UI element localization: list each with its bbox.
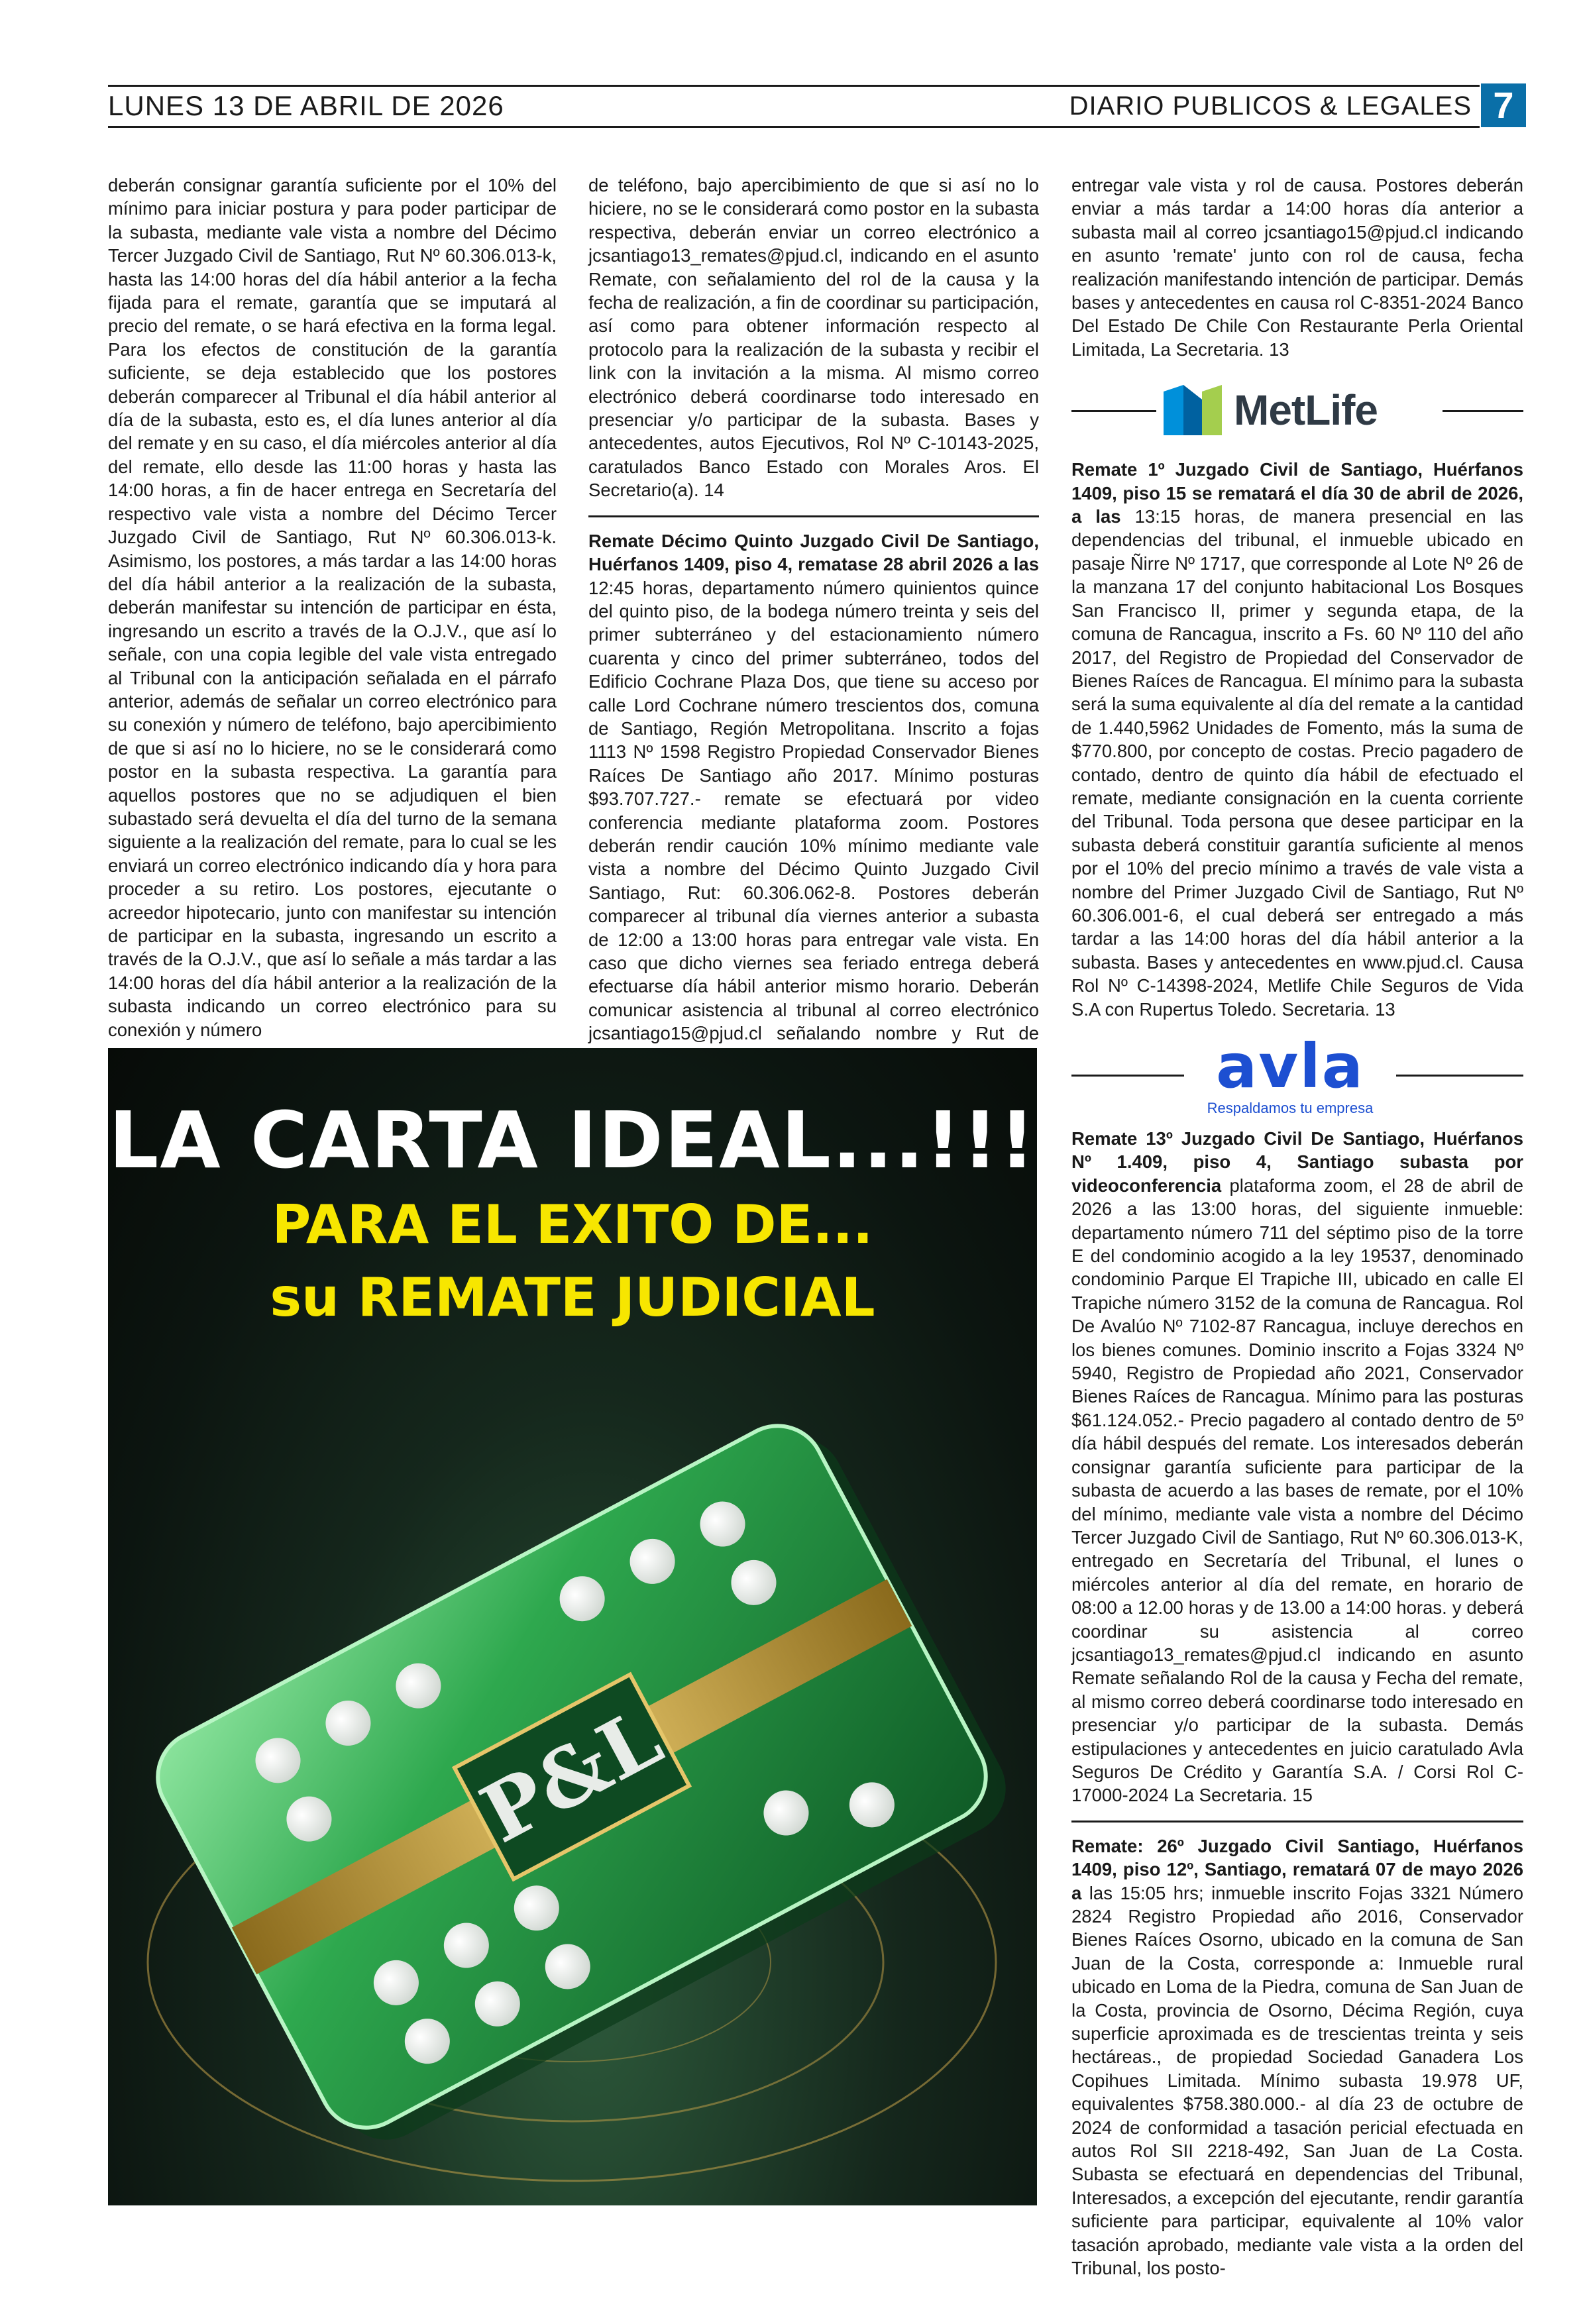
column-2 [588, 174, 1039, 1069]
metlife-m-icon [1161, 380, 1225, 441]
metlife-logo-block [1071, 378, 1523, 442]
domino-tile [142, 1404, 1022, 2161]
header-bottom-rule [108, 126, 1480, 128]
logo-rule-left [1071, 410, 1156, 412]
notice-lead: Remate 1º Juzgado Civil de Santiago, Huérfanos 1409, piso 15 se rematará el día 30 de abril de 2026, a las [1071, 459, 1523, 527]
notice-continuation-text: deberán consignar garantía suficiente por el 10% del mínimo para iniciar postura y para poder participar de la subasta, mediante vale vista a nombre del Décimo Tercer Juzgado Civil de Santiago, Rut Nº 60.306.013-k, hasta las 14:00 horas del día hábil anterior a la fecha fijada para el remate, garantía que se imputará al precio del remate, o se hará efectiva en la forma legal. Para los efectos de constitución de la garantía suficiente, se deja establecido que los postores deberán comparecer al Tribunal el día hábil anterior al día de la subasta, esto es, el día lunes anterior al día del remate y en su caso, el día miércoles anterior al día del remate, ello desde las 11:00 horas y hasta las 14:00 horas, a fin de hacer entrega en Secretaría del respectivo vale vista a nombre del Décimo Tercer Juzgado Civil de Santiago, Rut Nº 60.306.013-k. Asimismo, los postores, a más tardar a las 14:00 horas del día hábil anterior a la realización de la subasta, deberán manifestar su intención de participar en ésta, ingresando un escrito a través de la O.J.V., que así lo señale, con una copia legible del vale vista entregado al Tribunal con la anticipación señalada en el párrafo anterior, además de señalar un correo electrónico para su conexión y número de teléfono, bajo apercibimiento de que si así no lo hiciere, no se le considerará como postor en la subasta respectiva. La garantía para aquellos postores que no se adjudiquen el bien subastado será devuelta el día del turno de la semana siguiente a la realización del remate, para lo cual se les enviará un correo electrónico indicando día y hora para proceder a su retiro. Los postores, ejecutante o acreedor hipotecario, junto con manifestar su intención de participar en la subasta, ingresando un escrito a través de la O.J.V., que así lo señale a más tardar a las 14:00 horas del día hábil anterior a la realización de la subasta indicando un correo electrónico para su conexión y número [108, 175, 557, 1040]
advertisement-banner [108, 1048, 1037, 2205]
notice-body: 13:15 horas, de manera presencial en las dependencias del tribunal, el inmueble ubicado en pasaje Ñirre Nº 1717, que corresponde al Lote Nº 26 de la manzana 17 del conjunto habitacional Los Bosques San Francisco II, primer y segunda etapa, de la comuna de Rancagua, inscrito a Fs. 60 Nº 110 del año 2017, del Registro de Propiedad del Conservador de Bienes Raíces de Rancagua. El mínimo para la subasta será la suma equivalente al día del remate a la cantidad de 1.440,5962 Unidades de Fomento, más la suma de $770.800, por concepto de costas. Precio pagadero de contado, dentro de quinto día hábil de efectuado el remate, mediante consignación en la cuenta corriente del Tribunal. Toda persona que desee participar en la subasta deberá constituir garantía suficiente al menos por el 10% del precio mínimo a través de vale vista a nombre del Primer Juzgado Civil de Santiago, Rut Nº 60.306.001-6, el cual deberá ser entregado a más tardar a las 14:00 horas del día hábil anterior a la subasta. Bases y antecedentes en www.pjud.cl. Causa Rol Nº C-14398-2024, Metlife Chile Seguros de Vida S.A con Rupertus Toledo. Secretaria. 13 [1071, 506, 1523, 1020]
column-3 [1071, 174, 1523, 2280]
logo-rule-left [1071, 1075, 1184, 1077]
ad-subheadline-1: PARA EL EXITO DE... [272, 1194, 873, 1255]
publication-name: DIARIO PUBLICOS & LEGALES [1069, 91, 1472, 121]
page-header [108, 83, 1526, 127]
notice-lead: Remate: 26º Juzgado Civil Santiago, Huérfanos 1409, piso 12º, Santiago, rematará 07 de mayo 2026 a [1071, 1835, 1523, 1903]
notice-continuation-text: entregar vale vista y rol de causa. Postores deberán enviar a más tardar a 14:00 horas día anterior a subasta mail al correo jcsantiago15@pjud.cl indicando en asunto 'remate' junto con rol de causa, fecha realización manifestando intención de participar. Demás bases y antecedentes en causa rol C-8351-2024 Banco Del Estado De Chile Con Restaurante Perla Oriental Limitada, La Secretaria. 13 [1071, 175, 1523, 360]
ad-subheadline-2: su REMATE JUDICIAL [270, 1267, 875, 1328]
notice-lead: Remate 13º Juzgado Civil De Santiago, Huérfanos Nº 1.409, piso 4, Santiago subasta por videoconferencia [1071, 1128, 1523, 1196]
notice-body: las 15:05 hrs; inmueble inscrito Fojas 3321 Número 2824 Registro Propiedad año 2016, Conservador Bienes Raíces Osorno, ubicado en la comuna de San Juan de la Costa, corresponde a: Inmueble rural ubicado en Loma de la Piedra, comuna de San Juan de la Costa, provincia de Osorno, Décima Región, cuya superficie aproximada es de trescientas treinta y seis hectáreas., de propiedad Sociedad Ganadera Los Copihues Limitada. Mínimo subasta 19.978 UF, equivalentes $758.380.000.- al día 23 de octubre de 2024 de conformidad a tasación pericial efectuada en autos Rol SII 2218-492, San Juan de La Costa. Subasta se efectuará en dependencias del Tribunal, Interesados, a excepción del ejecutante, rendir garantía suficiente para participar, equivalente al 10% valor tasación aprobado, mediante vale vista a la orden del Tribunal, los posto- [1071, 1882, 1523, 2279]
notice-continuation-text: de teléfono, bajo apercibimiento de que si así no lo hiciere, no se le considerará como postor en la subasta respectiva, deberán enviar un correo electrónico a jcsantiago13_remates@pjud.cl, indicando en el asunto Remate, con señalamiento del rol de la causa y la fecha de realización, a fin de coordinar su participación, así como para obtener información respecto al protocolo para la realización de la subasta y recibir el link con la invitación a la misma. Al mismo correo electrónico deberá coordinarse todo interesado en presenciar y/o participar de la subasta. Bases y antecedentes, autos Ejecutivos, Rol Nº C-10143-2025, caratulados Banco Estado con Morales Aros. El Secretario(a). 14 [588, 175, 1039, 501]
avla-wordmark: avla [1216, 1031, 1364, 1102]
column-1 [108, 174, 557, 1041]
avla-logo [1194, 1031, 1386, 1116]
logo-rule-right [1443, 410, 1523, 412]
page-number-badge: 7 [1481, 83, 1526, 127]
issue-date: LUNES 13 DE ABRIL DE 2026 [108, 90, 504, 121]
notice-divider [588, 515, 1039, 517]
notice-divider [1071, 1821, 1523, 1822]
legal-notice [1071, 458, 1523, 1021]
ad-headline: LA CARTA IDEAL...!!! [109, 1094, 1036, 1186]
avla-logo-block [1071, 1031, 1523, 1116]
legal-notice [1071, 1127, 1523, 1807]
legal-notice [588, 529, 1039, 1069]
logo-rule-right [1396, 1075, 1523, 1077]
notice-lead: Remate Décimo Quinto Juzgado Civil De Santiago, Huérfanos 1409, piso 4, rematase 28 abril 2026 a las [588, 530, 1039, 575]
legal-notice [1071, 1834, 1523, 2280]
tile-logo-text: P&L [466, 1691, 677, 1862]
notice-body: 12:45 horas, departamento número quinientos quince del quinto piso, de la bodega número treinta y seis del primer subterráneo y del estacionamiento número cuarenta y cinco del primer subterráneo, todos del Edificio Cochrane Plaza Dos, que tiene su acceso por calle Lord Cochrane número trescientos dos, comuna de Santiago, Región Metropolitana. Inscrito a fojas 1113 Nº 1598 Registro Propiedad Conservador Bienes Raíces De Santiago año 2017. Mínimo posturas $93.707.727.- remate se efectuará por video conferencia mediante plataforma zoom. Postores deberán rendir caución 10% mínimo mediante vale vista a nombre del Décimo Quinto Juzgado Civil Santiago, Rut: 60.306.062-8. Postores deberán comparecer al tribunal día viernes anterior a subasta de 12:00 a 13:00 horas para entregar vale vista. En caso que dicho viernes sea feriado entrega deberá efectuarse día hábil anterior mismo horario. Deberán comunicar asistencia al tribunal al correo electrónico jcsantiago15@pjud.cl señalando nombre y Rut de [588, 577, 1039, 1044]
metlife-logo [1161, 378, 1439, 442]
metlife-wordmark: MetLife [1234, 386, 1378, 434]
notice-body: plataforma zoom, el 28 de abril de 2026 a las 13:00 horas, del siguiente inmueble: departamento número 711 del séptimo piso de la torre E del condominio acogido a la ley 19537, denominado condominio Parque El Trapiche III, ubicado en calle El Trapiche número 3152 de la comuna de Rancagua. Rol De Avalúo Nº 7102-87 Rancagua, incluye derechos en los bienes comunes. Dominio inscrito a Fojas 3324 Nº 5940, Registro de Propiedad año 2021, Conservador Bienes Raíces de Rancagua. Mínimo para las posturas $61.124.052.- Precio pagadero al contado dentro de 5º día hábil después del remate. Los interesados deberán consignar garantía suficiente para participar de la subasta de acuerdo a las bases de remate, por el 10% del mínimo, mediante vale vista a nombre del Décimo Tercer Juzgado Civil de Santiago, Rut Nº 60.306.013-K, entregado en Secretaría del Tribunal, el lunes o miércoles anterior al día del remate, en horario de 08:00 a 12.00 horas y de 13.00 a 14:00 horas. y deberá coordinar su asistencia al correo jcsantiago13_remates@pjud.cl indicando en asunto Remate señalando Rol de la causa y Fecha del remate, al mismo correo deberá coordinarse todo interesado en presenciar y/o participar de la subasta. Demás estipulaciones y antecedentes en juicio caratulado Avla Seguros De Crédito y Garantía S.A. / Corsi Rol C-17000-2024 La Secretaria. 15 [1071, 1175, 1523, 1806]
avla-tagline: Respaldamos tu empresa [1207, 1100, 1374, 1116]
